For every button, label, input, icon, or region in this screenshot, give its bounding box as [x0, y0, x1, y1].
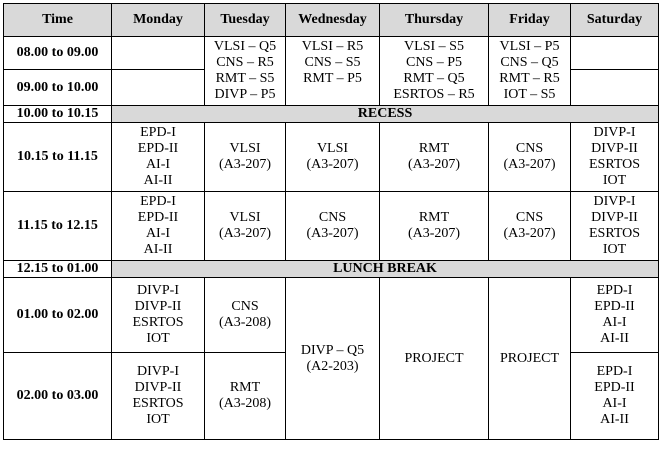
course-item: EPD-I — [140, 194, 176, 209]
course-item: AI-I — [145, 226, 171, 241]
cell-fri-5 — [489, 192, 571, 261]
cell-tue-4 — [205, 123, 286, 192]
lab-item: CNS – S5 — [304, 55, 361, 70]
cell-thu-labs — [380, 37, 489, 106]
row-slot-5 — [4, 192, 659, 261]
course-name: VLSI — [316, 141, 349, 156]
header-tuesday: Tuesday — [205, 4, 286, 37]
course-item: AI-I — [145, 157, 171, 172]
course-item: AI-I — [602, 315, 627, 330]
course-item: AI-II — [600, 412, 629, 427]
header-row — [4, 4, 659, 37]
time-slot-7: 01.00 to 02.00 — [4, 278, 112, 353]
course-item: EPD-II — [137, 210, 179, 225]
header-friday: Friday — [489, 4, 571, 37]
room-label: (A2-203) — [306, 358, 359, 374]
course-item: ESRTOS — [132, 396, 184, 411]
course-item: DIVP-I — [137, 364, 179, 379]
course-name: CNS — [515, 141, 544, 156]
cell-mon-4 — [112, 123, 205, 192]
cell-mon-1 — [112, 37, 205, 70]
course-item: EPD-II — [594, 299, 635, 314]
course-name: RMT — [418, 141, 450, 156]
cell-sat-4 — [571, 123, 659, 192]
course-item: ESRTOS — [132, 315, 184, 330]
course-item: DIVP-II — [591, 210, 638, 225]
cell-wed-5 — [286, 192, 380, 261]
lab-item: ESRTOS – R5 — [393, 87, 475, 102]
course-item: EPD-II — [594, 380, 635, 395]
cell-wed-afternoon — [286, 278, 380, 440]
cell-mon-7 — [112, 278, 205, 353]
header-time: Time — [4, 4, 112, 37]
course-item: EPD-I — [140, 125, 176, 140]
course-name: DIVP – Q5 — [300, 342, 365, 358]
lab-item: VLSI – R5 — [301, 39, 364, 54]
cell-sat-7 — [571, 278, 659, 353]
cell-mon-8 — [112, 353, 205, 440]
row-recess — [4, 106, 659, 123]
lab-item: VLSI – Q5 — [213, 39, 277, 54]
lab-item: RMT – R5 — [499, 71, 560, 86]
room-label: (A3-207) — [306, 226, 359, 241]
lab-item: CNS – R5 — [216, 55, 274, 70]
course-name: CNS — [515, 210, 544, 225]
course-name: CNS — [231, 299, 259, 314]
room-label: (A3-208) — [218, 396, 272, 411]
course-item: IOT — [146, 331, 170, 346]
course-item: DIVP-I — [593, 125, 636, 140]
room-label: (A3-207) — [407, 157, 461, 172]
lab-item: CNS – Q5 — [500, 55, 559, 70]
header-thursday: Thursday — [380, 4, 489, 37]
cell-sat-5 — [571, 192, 659, 261]
course-item: AI-I — [602, 396, 627, 411]
room-label: (A3-207) — [503, 226, 556, 241]
course-item: IOT — [602, 242, 627, 257]
cell-thu-4 — [380, 123, 489, 192]
lab-item: RMT – P5 — [303, 71, 362, 86]
recess-band: RECESS — [112, 106, 659, 123]
lab-item: IOT – S5 — [503, 87, 556, 102]
course-name: CNS — [318, 210, 347, 225]
course-name: RMT — [418, 210, 450, 225]
course-item: IOT — [602, 173, 627, 188]
header-wednesday: Wednesday — [286, 4, 380, 37]
course-item: DIVP-I — [593, 194, 636, 209]
header-saturday: Saturday — [571, 4, 659, 37]
time-slot-2: 09.00 to 10.00 — [4, 70, 112, 106]
room-label: (A3-208) — [218, 315, 272, 330]
lab-item: CNS – P5 — [405, 55, 463, 70]
cell-sat-1 — [571, 37, 659, 70]
course-item: AI-II — [143, 173, 173, 188]
course-item: ESRTOS — [588, 157, 641, 172]
course-item: DIVP-II — [591, 141, 638, 156]
time-slot-4: 10.15 to 11.15 — [4, 123, 112, 192]
course-item: EPD-II — [137, 141, 179, 156]
timetable — [3, 3, 659, 440]
cell-tue-7 — [205, 278, 286, 353]
cell-tue-8 — [205, 353, 286, 440]
lab-item: DIVP – P5 — [214, 87, 276, 102]
cell-sat-8 — [571, 353, 659, 440]
course-name: RMT — [229, 380, 261, 395]
cell-wed-4 — [286, 123, 380, 192]
header-monday: Monday — [112, 4, 205, 37]
cell-wed-labs — [286, 37, 380, 106]
cell-tue-5 — [205, 192, 286, 261]
lab-item: VLSI – S5 — [404, 39, 464, 54]
room-label: (A3-207) — [218, 157, 272, 172]
lunch-band: LUNCH BREAK — [112, 261, 659, 278]
cell-mon-5 — [112, 192, 205, 261]
course-item: IOT — [146, 412, 170, 427]
row-lunch — [4, 261, 659, 278]
course-item: DIVP-II — [134, 299, 182, 314]
time-slot-8: 02.00 to 03.00 — [4, 353, 112, 440]
room-label: (A3-207) — [503, 157, 556, 172]
time-slot-1: 08.00 to 09.00 — [4, 37, 112, 70]
course-name: VLSI — [229, 141, 261, 156]
row-slot-7 — [4, 278, 659, 353]
cell-thu-afternoon: PROJECT — [380, 278, 489, 440]
cell-mon-2 — [112, 70, 205, 106]
lab-item: VLSI – P5 — [499, 39, 560, 54]
time-slot-5: 11.15 to 12.15 — [4, 192, 112, 261]
lab-item: RMT – S5 — [215, 71, 275, 86]
cell-tue-labs — [205, 37, 286, 106]
course-item: EPD-I — [596, 283, 633, 298]
room-label: (A3-207) — [407, 226, 461, 241]
cell-fri-afternoon: PROJECT — [489, 278, 571, 440]
course-name: VLSI — [229, 210, 261, 225]
course-item: AI-II — [143, 242, 173, 257]
course-item: ESRTOS — [588, 226, 641, 241]
course-item: AI-II — [600, 331, 629, 346]
cell-fri-labs — [489, 37, 571, 106]
lab-item: RMT – Q5 — [403, 71, 465, 86]
course-item: DIVP-I — [137, 283, 179, 298]
room-label: (A3-207) — [218, 226, 272, 241]
course-item: EPD-I — [596, 364, 633, 379]
cell-sat-2 — [571, 70, 659, 106]
course-item: DIVP-II — [134, 380, 182, 395]
time-slot-6: 12.15 to 01.00 — [4, 261, 112, 278]
cell-thu-5 — [380, 192, 489, 261]
row-slot-4 — [4, 123, 659, 192]
room-label: (A3-207) — [306, 157, 359, 172]
row-slot-1 — [4, 37, 659, 70]
cell-fri-4 — [489, 123, 571, 192]
time-slot-3: 10.00 to 10.15 — [4, 106, 112, 123]
